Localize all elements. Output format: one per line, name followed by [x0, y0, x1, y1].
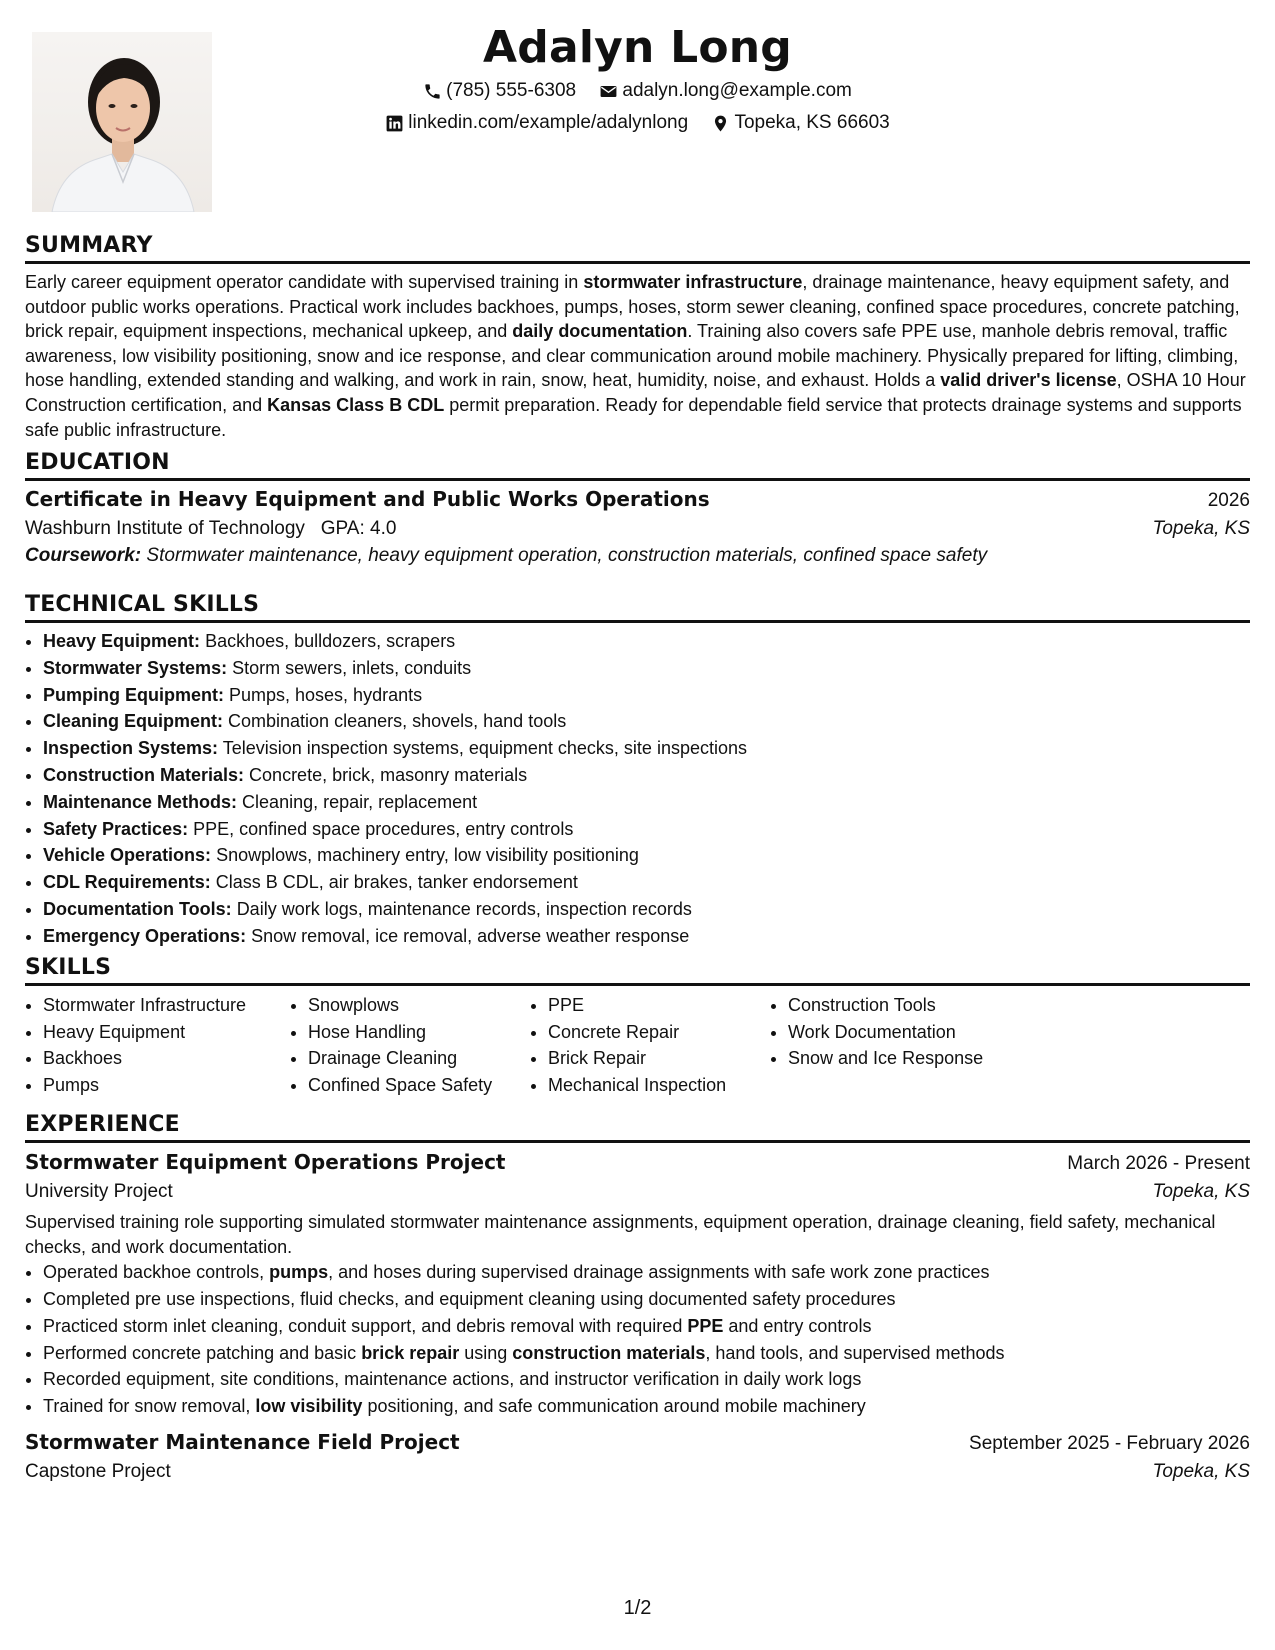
- skill-item: • PPE: [548, 992, 770, 1019]
- bold-text: brick repair: [361, 1342, 460, 1363]
- technical-skill-item: [43, 682, 1250, 709]
- job-bullets: [25, 1259, 1250, 1420]
- skill-category: Documentation Tools:: [43, 898, 232, 919]
- skill-item: • Backhoes: [43, 1045, 290, 1072]
- job-dates: September 2025 - February 2026: [969, 1432, 1250, 1454]
- bold-text: pumps: [269, 1262, 329, 1283]
- text-segment: Recorded equipment, site conditions, maintenance actions, and instructor verification in daily work logs: [43, 1369, 862, 1390]
- contact-line-1: [300, 80, 975, 107]
- technical-skill-item: [43, 789, 1250, 816]
- job-location: Topeka, KS: [1152, 1181, 1250, 1202]
- skill-detail: Daily work logs, maintenance records, inspection records: [236, 898, 692, 919]
- skill-category: Heavy Equipment:: [43, 631, 201, 651]
- job-2-org-row: [25, 1461, 1250, 1483]
- job-title: Stormwater Maintenance Field Project: [25, 1429, 460, 1454]
- job-bullet: [43, 1286, 1250, 1313]
- text-segment: positioning, and safe communication around mobile machinery: [362, 1396, 866, 1417]
- skill-detail: Combination cleaners, shovels, hand tools: [228, 711, 567, 732]
- skill-item: • Hose Handling: [308, 1019, 530, 1046]
- job-2-title-row: [25, 1430, 1250, 1455]
- experience-section: [25, 1112, 1250, 1483]
- education-section: [25, 450, 1250, 567]
- skills-heading: SKILLS: [25, 955, 1250, 986]
- education-title-row: [25, 487, 1250, 512]
- technical-skill-item: [43, 842, 1250, 869]
- linkedin-text[interactable]: linkedin.com/example/adalynlong: [408, 112, 689, 133]
- email-item: [599, 80, 851, 102]
- phone-icon: [423, 82, 442, 101]
- skill-item: • Snowplows: [308, 992, 530, 1019]
- text-segment: Trained for snow removal,: [43, 1396, 256, 1417]
- technical-skill-item: [43, 762, 1250, 789]
- skill-category: Stormwater Systems:: [43, 657, 228, 678]
- summary-heading: SUMMARY: [25, 233, 1250, 264]
- job-location: Topeka, KS: [1152, 1460, 1250, 1482]
- job-1-org-row: [25, 1181, 1250, 1203]
- skill-item: • Heavy Equipment: [43, 1019, 290, 1046]
- linkedin-item: [385, 112, 688, 134]
- bold-text: stormwater infrastructure: [583, 272, 803, 292]
- skill-category: Maintenance Methods:: [43, 791, 238, 812]
- education-heading: EDUCATION: [25, 450, 1250, 481]
- text-segment: permit preparation. Ready for dependable field service that protects drainage systems and supports safe public infrastructure.: [25, 394, 1242, 440]
- technical-skills-list: [25, 628, 1250, 950]
- skill-detail: Class B CDL, air brakes, tanker endorsement: [215, 872, 578, 893]
- coursework-text: Stormwater maintenance, heavy equipment operation, construction materials, confined space safety: [146, 545, 988, 566]
- graduation-year: 2026: [1207, 490, 1250, 511]
- page-number: 1/2: [623, 1597, 652, 1619]
- text-segment: Performed concrete patching and basic: [43, 1342, 362, 1363]
- summary-section: [25, 233, 1250, 442]
- text-segment: , hand tools, and supervised methods: [705, 1342, 1005, 1363]
- text-segment: , OSHA 10 Hour Construction certification, and: [25, 370, 1246, 415]
- skill-item: • Brick Repair: [548, 1045, 770, 1072]
- job-bullet: [43, 1393, 1250, 1420]
- candidate-name: Adalyn Long: [483, 22, 792, 73]
- job-description: Supervised training role supporting simulated stormwater maintenance assignments, equipment operation, drainage cleaning, field safety, mechanical checks, and work documentation.: [25, 1212, 1216, 1257]
- technical-skill-item: [43, 923, 1250, 950]
- technical-skill-item: [43, 655, 1250, 682]
- job-entry-2: [25, 1430, 1250, 1483]
- gpa: GPA: 4.0: [320, 518, 397, 539]
- skills-column: [25, 992, 290, 1098]
- text-segment: Practiced storm inlet cleaning, conduit support, and debris removal with required: [43, 1315, 688, 1336]
- skill-category: Inspection Systems:: [43, 738, 219, 759]
- text-segment: using: [459, 1342, 513, 1363]
- skill-item: • Concrete Repair: [548, 1019, 770, 1046]
- experience-heading: EXPERIENCE: [25, 1112, 1250, 1143]
- job-org: University Project: [25, 1181, 173, 1202]
- location-text: Topeka, KS 66603: [734, 112, 890, 133]
- job-title: Stormwater Equipment Operations Project: [25, 1150, 506, 1174]
- job-bullet: [43, 1366, 1250, 1393]
- job-org: Capstone Project: [25, 1460, 171, 1482]
- skill-item: • Confined Space Safety: [308, 1072, 530, 1099]
- technical-skill-item: [43, 735, 1250, 762]
- technical-skills-heading: TECHNICAL SKILLS: [25, 592, 1250, 623]
- technical-skill-item: [43, 708, 1250, 735]
- text-segment: Early career equipment operator candidate with supervised training in: [25, 272, 584, 292]
- text-segment: Completed pre use inspections, fluid checks, and equipment cleaning using documented safety procedures: [43, 1288, 896, 1309]
- bold-text: daily documentation: [512, 321, 688, 342]
- skills-columns: [25, 992, 1250, 1098]
- skill-detail: Backhoes, bulldozers, scrapers: [205, 631, 456, 651]
- coursework-line: [25, 545, 1250, 567]
- skills-section: [25, 955, 1250, 1098]
- bold-text: low visibility: [255, 1396, 363, 1417]
- linkedin-icon: [385, 114, 404, 133]
- skill-category: Emergency Operations:: [43, 925, 247, 946]
- job-1-title-row: [25, 1150, 1250, 1175]
- technical-skill-item: [43, 816, 1250, 843]
- skill-detail: Pumps, hoses, hydrants: [229, 684, 423, 705]
- skill-item: • Drainage Cleaning: [308, 1045, 530, 1072]
- education-school-row: [25, 518, 1250, 540]
- skill-category: CDL Requirements:: [43, 872, 211, 893]
- skill-detail: PPE, confined space procedures, entry controls: [193, 818, 574, 839]
- skill-detail: Concrete, brick, masonry materials: [249, 764, 528, 785]
- technical-skill-item: [43, 869, 1250, 896]
- skills-column: [290, 992, 530, 1098]
- skill-detail: Snowplows, machinery entry, low visibility positioning: [216, 845, 639, 866]
- skill-detail: Cleaning, repair, replacement: [242, 791, 478, 812]
- job-bullet: [43, 1313, 1250, 1340]
- email-text[interactable]: adalyn.long@example.com: [622, 80, 852, 101]
- skill-category: Pumping Equipment:: [43, 684, 224, 705]
- coursework-label: Coursework:: [25, 545, 142, 566]
- skill-detail: Snow removal, ice removal, adverse weather response: [251, 925, 690, 946]
- skill-item: • Mechanical Inspection: [548, 1072, 770, 1099]
- map-pin-icon: [711, 114, 730, 133]
- bold-text: Kansas Class B CDL: [267, 394, 445, 415]
- text-segment: . Training also covers safe PPE use, manhole debris removal, traffic awareness, low visibility positioning, snow and ice response, and clear communication around mobile machinery. Physically prepared for lifting, climbing, hose handling, extended standing and walking, and work in rain, snow, heat, humidity, noise, and exhaust. Holds a: [25, 321, 1239, 391]
- school-location: Topeka, KS: [1152, 518, 1250, 539]
- skill-category: Cleaning Equipment:: [43, 711, 223, 732]
- job-entry-1: [25, 1150, 1250, 1420]
- skill-item: • Pumps: [43, 1072, 290, 1099]
- text-segment: , drainage maintenance, heavy equipment safety, and outdoor public works operations. Practical work includes backhoes, pumps, hoses, storm sewer cleaning, confined space procedures, concrete patching, brick repair, equipment inspections, mechanical upkeep, and: [25, 272, 1240, 342]
- school-name: Washburn Institute of Technology: [25, 518, 305, 539]
- location-item: [711, 112, 889, 134]
- skill-category: Vehicle Operations:: [43, 845, 212, 866]
- technical-skills-section: [25, 592, 1250, 950]
- skill-item: • Work Documentation: [788, 1019, 1028, 1046]
- skill-item: • Stormwater Infrastructure: [43, 992, 290, 1019]
- text-segment: Operated backhoe controls,: [43, 1262, 270, 1283]
- skills-column: [770, 992, 1028, 1098]
- school-line: [25, 518, 396, 540]
- job-bullet: [43, 1259, 1250, 1286]
- skill-category: Safety Practices:: [43, 818, 189, 839]
- email-icon: [599, 82, 618, 101]
- job-dates: March 2026 - Present: [1067, 1153, 1250, 1174]
- technical-skill-item: [43, 896, 1250, 923]
- summary-text: [25, 270, 1250, 442]
- phone-item: [423, 80, 576, 102]
- job-bullet: [43, 1340, 1250, 1367]
- skill-item: • Snow and Ice Response: [788, 1045, 1028, 1072]
- skill-detail: Storm sewers, inlets, conduits: [232, 657, 472, 678]
- skill-category: Construction Materials:: [43, 764, 245, 785]
- bold-text: valid driver's license: [940, 370, 1117, 391]
- text-segment: and entry controls: [723, 1315, 872, 1336]
- contact-line-2: [300, 112, 975, 139]
- profile-photo: [32, 32, 212, 212]
- degree-title: Certificate in Heavy Equipment and Public Works Operations: [25, 487, 710, 511]
- skill-item: • Construction Tools: [788, 992, 1028, 1019]
- technical-skill-item: [43, 628, 1250, 655]
- phone-text[interactable]: (785) 555-6308: [446, 80, 577, 101]
- skill-detail: Television inspection systems, equipment checks, site inspections: [222, 738, 747, 759]
- bold-text: PPE: [687, 1315, 724, 1336]
- bold-text: construction materials: [512, 1342, 706, 1363]
- text-segment: , and hoses during supervised drainage assignments with safe work zone practices: [328, 1262, 990, 1283]
- skills-column: [530, 992, 770, 1098]
